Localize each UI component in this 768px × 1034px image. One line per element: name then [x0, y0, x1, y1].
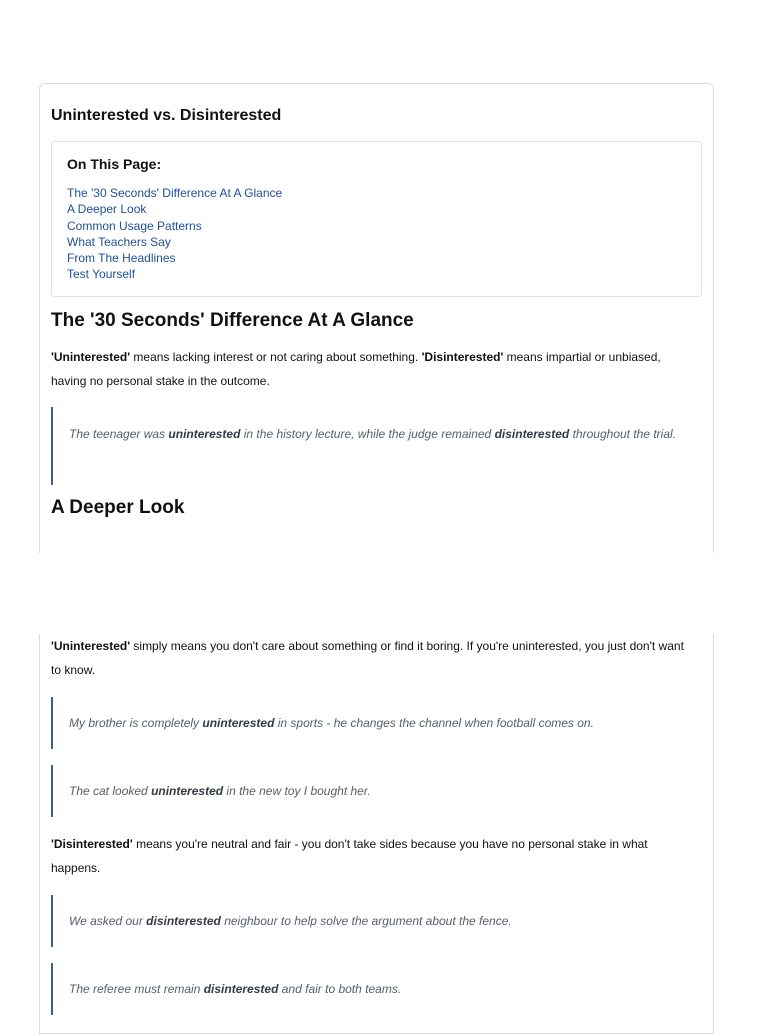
definition-paragraph: [51, 345, 696, 393]
example-quote: My brother is completely uninterested in sports - he changes the channel when football comes on.: [51, 697, 696, 749]
toc-heading: On This Page:: [67, 156, 162, 172]
uninterested-paragraph: 'Uninterested' simply means you don't care about something or find it boring. If you're uninterested, you just don't want to know.: [51, 639, 684, 677]
emphasis-disinterested: disinterested: [494, 427, 570, 441]
toc-link-30-seconds[interactable]: The '30 Seconds' Difference At A Glance: [67, 186, 283, 200]
page-title: Uninterested vs. Disinterested: [51, 107, 282, 124]
toc-item: [67, 218, 686, 234]
definition-text: means lacking interest or not caring about something.: [130, 350, 422, 364]
table-of-contents: [51, 141, 702, 297]
toc-item: [67, 234, 686, 250]
emphasis-uninterested: uninterested: [202, 716, 275, 730]
term-uninterested: 'Uninterested': [51, 639, 131, 653]
toc-item: [67, 266, 686, 282]
toc-link-teachers-say[interactable]: What Teachers Say: [67, 234, 171, 249]
toc-link-deeper-look[interactable]: A Deeper Look: [67, 202, 147, 217]
toc-item: [67, 250, 686, 266]
toc-link-headlines[interactable]: From The Headlines: [67, 251, 176, 266]
toc-list: [67, 185, 686, 283]
toc-link-usage-patterns[interactable]: Common Usage Patterns: [67, 218, 202, 233]
toc-item: [67, 201, 686, 217]
example-quote: The cat looked uninterested in the new toy I bought her.: [51, 765, 696, 817]
emphasis-uninterested: uninterested: [151, 784, 224, 798]
example-quote: The referee must remain disinterested and fair to both teams.: [51, 963, 696, 1015]
article-card-top: [39, 83, 714, 553]
section-heading-30-seconds: The '30 Seconds' Difference At A Glance: [51, 310, 414, 331]
disinterested-paragraph: 'Disinterested' means you're neutral and fair - you don't take sides because you have no personal stake in what happens.: [51, 837, 648, 875]
term-uninterested: 'Uninterested': [51, 350, 131, 364]
emphasis-disinterested: disinterested: [146, 914, 221, 928]
definition-text: means impartial or unbiased, having no personal stake in the outcome.: [51, 350, 661, 388]
toc-item: [67, 185, 686, 201]
term-disinterested: 'Disinterested': [51, 837, 133, 851]
example-quote: We asked our disinterested neighbour to help solve the argument about the fence.: [51, 895, 696, 947]
toc-link-test-yourself[interactable]: Test Yourself: [67, 267, 136, 282]
article-card-bottom: [39, 634, 714, 1034]
example-quote: The teenager was uninterested in the history lecture, while the judge remained disinterested throughout the trial.: [51, 407, 696, 485]
emphasis-uninterested: uninterested: [168, 427, 241, 441]
emphasis-disinterested: disinterested: [203, 982, 279, 996]
term-disinterested: 'Disinterested': [421, 350, 504, 364]
section-heading-deeper-look: A Deeper Look: [51, 497, 185, 518]
